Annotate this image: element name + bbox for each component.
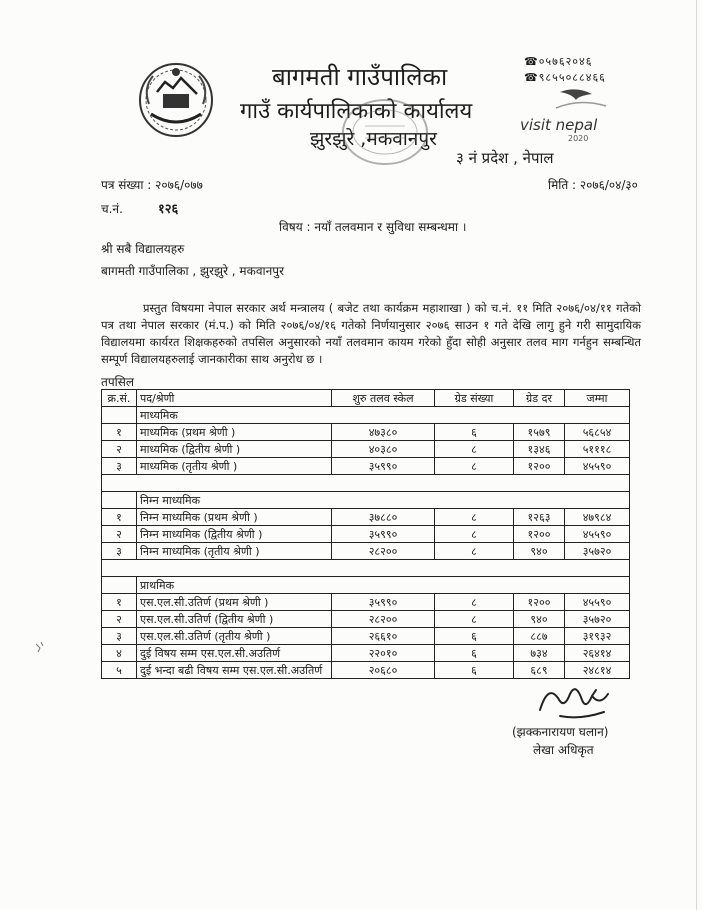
table-row: ४ दुई विषय सम्म एस.एल.सी.अउतिर्ण २२०१० ६ ७३४ २६४१४	[102, 645, 630, 662]
smudge-mark-icon	[34, 640, 46, 654]
page-edge	[696, 0, 697, 910]
signatory-title: लेखा अधिकृत	[533, 743, 594, 757]
table-row: १ एस.एल.सी.उतिर्ण (प्रथम श्रेणी ) ३५९९० ८ १२०० ४५५९०	[102, 594, 630, 611]
subject-line: विषय : नयाँ तलवमान र सुविधा सम्बन्धमा ।	[279, 220, 467, 234]
table-row: १ निम्न माध्यमिक (प्रथम श्रेणी ) ३७८८० ८ १२६३ ४७९८४	[102, 509, 630, 526]
col-serial: क्र.सं.	[102, 390, 137, 407]
col-start-scale: शुरु तलव स्केल	[332, 390, 435, 407]
org-name: बागमती गाउँपालिका	[272, 63, 448, 91]
group-title: माध्यमिक	[137, 407, 630, 424]
nepal-emblem-icon	[135, 58, 217, 140]
office-stamp-icon	[335, 92, 435, 172]
group-heading-row	[102, 492, 630, 509]
table-row: ३ निम्न माध्यमिक (तृतीय श्रेणी ) २८२०० ८ ९४० ३५७२०	[102, 543, 630, 560]
table-row: ३ माध्यमिक (तृतीय श्रेणी ) ३५९९० ८ १२०० ४५५९०	[102, 458, 630, 475]
visit-nepal-logo	[516, 88, 628, 144]
salary-scale-table	[101, 389, 630, 679]
table-row: २ एस.एल.सी.उतिर्ण (द्वितीय श्रेणी ) २८२०० ८ ९४० ३५७२०	[102, 611, 630, 628]
visit-nepal-year: 2020	[568, 134, 589, 143]
table-header-row	[102, 390, 630, 407]
table-row: १ माध्यमिक (प्रथम श्रेणी ) ४७३८० ६ १५७९ ५६८५४	[102, 424, 630, 441]
office-name: गाउँ कार्यपालिकाको कार्यालय	[240, 99, 473, 124]
signatory-name: (झक्कनारायण घलान)	[512, 725, 609, 739]
recipient-line-1: श्री सबै विद्यालयहरु	[101, 242, 185, 256]
table-row: २ निम्न माध्यमिक (द्वितीय श्रेणी ) ३५९९० ८ १२०० ४५५९०	[102, 526, 630, 543]
group-title: प्राथमिक	[137, 577, 630, 594]
col-grade-rate: ग्रेड दर	[514, 390, 565, 407]
col-total: जम्मा	[565, 390, 630, 407]
group-title: निम्न माध्यमिक	[137, 492, 630, 509]
phone-number: ☎०५७६२०४६	[524, 55, 593, 68]
spacer-row	[102, 475, 630, 492]
col-grade-count: ग्रेड संख्या	[435, 390, 514, 407]
group-heading-row	[102, 577, 630, 594]
mobile-number: ☎९८५५०८८४६६	[524, 71, 606, 84]
reference-number: पत्र संख्या : २०७६/०७७	[101, 178, 203, 192]
table-row: २ माध्यमिक (द्वितीय श्रेणी ) ४०३८० ८ १३४६ ५१११८	[102, 441, 630, 458]
dispatch-label: च.नं.	[101, 202, 123, 216]
col-post: पद/श्रेणी	[137, 390, 332, 407]
dispatch-number: १२६	[158, 202, 179, 217]
visit-nepal-text: visit nepal	[520, 116, 598, 134]
spacer-row	[102, 560, 630, 577]
office-location: झुरझुरे ,मकवानपुर	[310, 128, 437, 150]
province-line: ३ नं प्रदेश , नेपाल	[456, 149, 554, 167]
letter-date: मिति : २०७६/०४/३०	[548, 178, 638, 192]
table-row: ५ दुई भन्दा बढी विषय सम्म एस.एल.सी.अउतिर्ण २०६८० ६ ६८९ २४८१४	[102, 662, 630, 679]
signature-icon	[530, 676, 626, 724]
letter-body: प्रस्तुत विषयमा नेपाल सरकार अर्थ मन्त्रालय ( बजेट तथा कार्यक्रम महाशाखा ) को च.नं. ११ मिति २०७६/०४/११ गतेको पत्र तथा नेपाल सरकार (मं.प.) को मिति २०७६/०४/१६ गतेको निर्णयानुसार २०७६ साउन १ गते देखि लागु हुने गरी सामुदायिक विद्यालयमा कार्यरत शिक्षकहरुको तपसिल अनुसारको नयाँ तलवमान कायम गरेको हुँदा सोही अनुसार तलव माग गर्नहुन सम्बन्धित सम्पूर्ण विद्यालयहरुलाई जानकारीका साथ अनुरोध छ ।	[101, 301, 641, 366]
group-heading-row	[102, 407, 630, 424]
schedule-label: तपसिल	[101, 375, 135, 389]
recipient-line-2: बागमती गाउँपालिका , झुरझुरे , मकवानपुर	[101, 264, 284, 278]
table-row: ३ एस.एल.सी.उतिर्ण (तृतीय श्रेणी ) २६६१० ६ ८८७ ३१९३२	[102, 628, 630, 645]
